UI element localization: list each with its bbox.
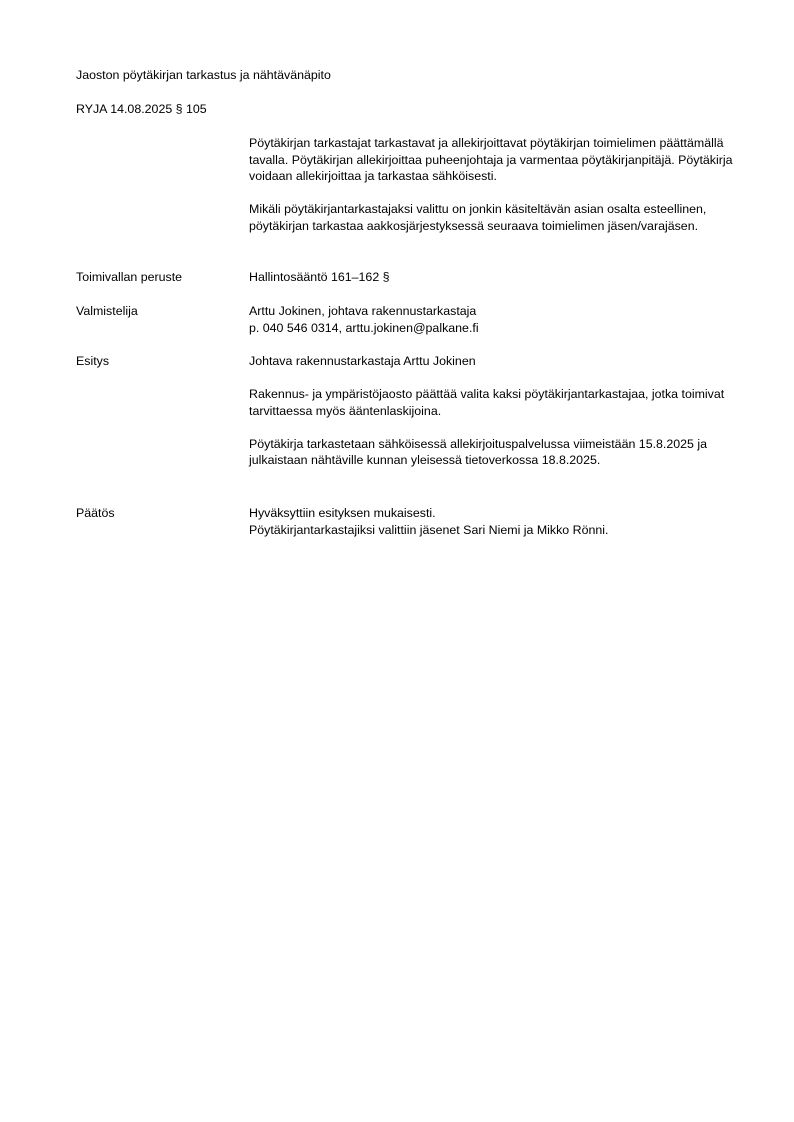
section-label: Esitys xyxy=(76,354,110,368)
section-label: Toimivallan peruste xyxy=(76,270,183,284)
section-content xyxy=(249,353,741,469)
intro-paragraph: Mikäli pöytäkirjantarkastajaksi valittu on jonkin käsiteltävän asian osalta esteellinen, pöytäkirjan tarkastaa aakkosjärjestyksessä seuraava toimielimen jäsen/varajäsen. xyxy=(249,202,707,233)
document-title: Jaoston pöytäkirjan tarkastus ja nähtävänäpito xyxy=(76,68,331,82)
proposal-paragraph: Johtava rakennustarkastaja Arttu Jokinen xyxy=(249,354,476,368)
proposal-paragraph: Pöytäkirja tarkastetaan sähköisessä allekirjoituspalvelussa viimeistään 15.8.2025 ja julkaistaan nähtäville kunnan yleisessä tietoverkossa 18.8.2025. xyxy=(249,436,708,467)
section-content xyxy=(249,269,741,286)
proposal-paragraph: Rakennus- ja ympäristöjaosto päättää valita kaksi pöytäkirjantarkastajaa, jotka toimivat tarvittaessa myös ääntenlaskijoina. xyxy=(249,387,725,418)
section-label: Päätös xyxy=(76,506,115,520)
decision-line: Hyväksyttiin esityksen mukaisesti. xyxy=(249,506,436,520)
document-reference: RYJA 14.08.2025 § 105 xyxy=(76,102,207,116)
section-content xyxy=(249,303,741,336)
section-content xyxy=(249,505,741,538)
preparer-contact: p. 040 546 0314, arttu.jokinen@palkane.fi xyxy=(249,320,479,335)
section-label: Valmistelija xyxy=(76,304,138,318)
intro-section xyxy=(249,135,741,251)
intro-paragraph: Pöytäkirjan tarkastajat tarkastavat ja allekirjoittavat pöytäkirjan toimielimen päättämällä tavalla. Pöytäkirjan allekirjoittaa puheenjohtaja ja varmentaa pöytäkirjanpitäjä. Pöytäkirja voidaan allekirjoittaa ja tarkastaa sähköisesti. xyxy=(249,136,733,183)
decision-line: Pöytäkirjantarkastajiksi valittiin jäsenet Sari Niemi ja Mikko Rönni. xyxy=(249,522,609,537)
preparer-name: Arttu Jokinen, johtava rakennustarkastaja xyxy=(249,304,477,318)
section-text: Hallintosääntö 161–162 § xyxy=(249,270,390,284)
